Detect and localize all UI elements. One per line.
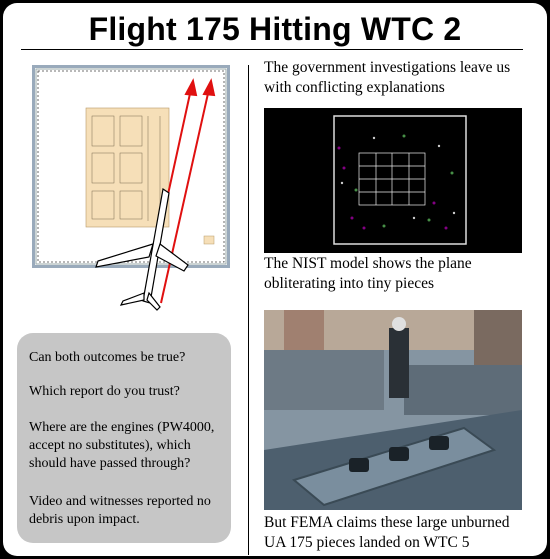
questions-box bbox=[17, 333, 231, 543]
nist-model-image bbox=[264, 108, 522, 253]
caption-middle: The NIST model shows the plane obliterating into tiny pieces bbox=[264, 255, 472, 292]
question-4: Video and witnesses reported no debris upon impact. bbox=[29, 494, 211, 527]
question-3: Where are the engines (PW4000, accept no substitutes), which should have passed through? bbox=[29, 420, 215, 471]
caption-top: The government investigations leave us with conflicting explanations bbox=[264, 59, 511, 96]
building-core bbox=[86, 108, 169, 227]
floor-plan-diagram bbox=[28, 61, 233, 321]
caption-bottom: But FEMA claims these large unburned UA 175 pieces landed on WTC 5 bbox=[264, 514, 510, 551]
poster bbox=[3, 3, 547, 556]
fema-debris-photo bbox=[264, 310, 522, 510]
page-title: Flight 175 Hitting WTC 2 bbox=[88, 11, 462, 47]
title-divider bbox=[21, 49, 523, 50]
question-1: Can both outcomes be true? bbox=[29, 350, 186, 365]
question-2: Which report do you trust? bbox=[29, 384, 180, 399]
column-divider bbox=[248, 65, 249, 555]
